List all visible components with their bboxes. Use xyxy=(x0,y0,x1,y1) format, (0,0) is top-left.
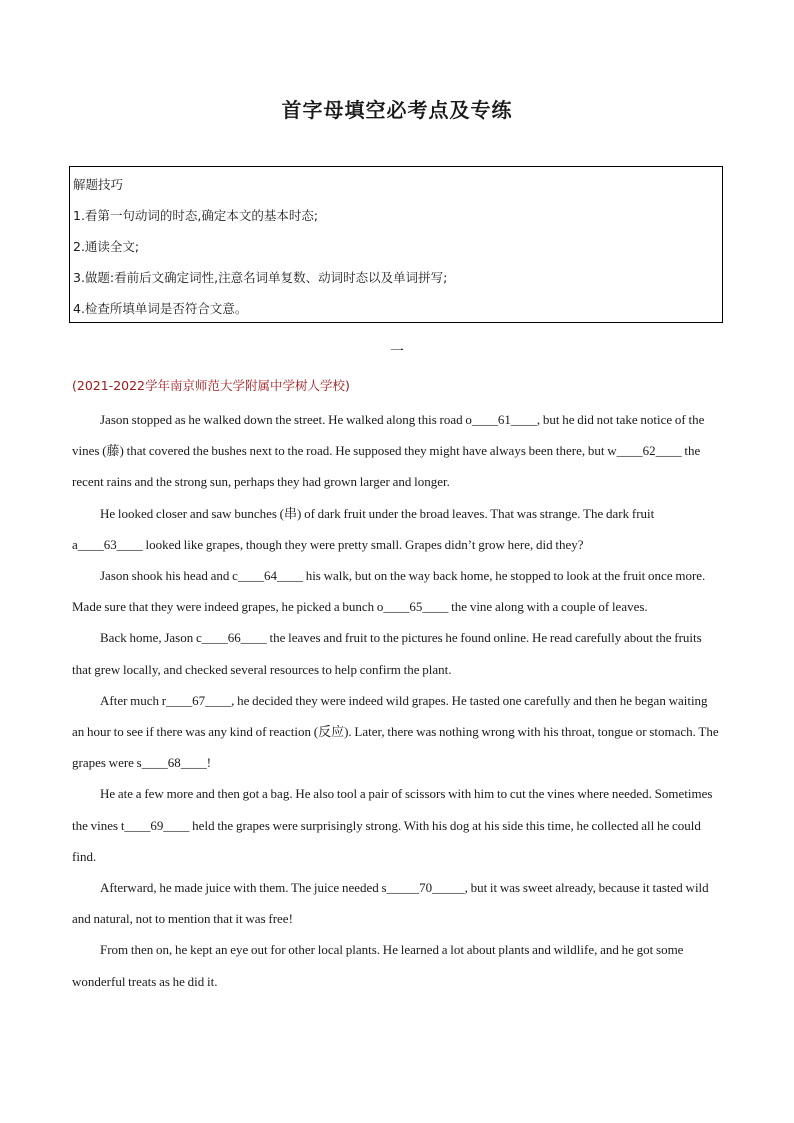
paragraph-7: Afterward, he made juice with them. The juice needed s_____70_____, but it was sweet already, because it tasted wild and natural, not to mention that it was free! xyxy=(72,880,709,927)
tip-item-3: 3.做题:看前后文确定词性,注意名词单复数、动词时态以及单词拼写; xyxy=(73,270,448,285)
tip-item-4: 4.检查所填单词是否符合文意。 xyxy=(73,301,248,316)
tip-item-1: 1.看第一句动词的时态,确定本文的基本时态; xyxy=(73,208,319,223)
section-number: 一 xyxy=(390,344,404,360)
paragraph-1: Jason stopped as he walked down the street. He walked along this road o____61____, but he did not take notice of the vines (藤) that covered the bushes next to the road. He supposed they might have always been there, but w____62____ the recent rains and the strong sun, perhaps they had grown larger and longer. xyxy=(72,412,705,490)
passage xyxy=(72,404,722,997)
tips-heading: 解题技巧 xyxy=(73,177,124,192)
paragraph-2: He looked closer and saw bunches (串) of dark fruit under the broad leaves. That was strange. The dark fruit a____63____ looked like grapes, though they were pretty small. Grapes didn’t grow here, did they? xyxy=(72,505,655,552)
paragraph-5: After much r____67____, he decided they were indeed wild grapes. He tasted one carefully and then he began waiting an hour to see if there was any kind of reaction (反应). Later, there was nothing wrong with his throat, tongue or stomach. The grapes were s____68____! xyxy=(72,692,719,771)
paragraph-6: He ate a few more and then got a bag. He also tool a pair of scissors with him to cut the vines where needed. Sometimes the vines t____69____ held the grapes were surprisingly strong. With his dog at his side this time, he collected all he could find. xyxy=(72,786,713,864)
source-label: (2021-2022学年南京师范大学附属中学树人学校) xyxy=(72,378,350,393)
paragraph-4: Back home, Jason c____66____ the leaves and fruit to the pictures he found online. He read carefully about the fruits that grew locally, and checked several resources to help confirm the plant. xyxy=(72,630,702,677)
tips-box xyxy=(69,166,723,323)
tip-item-2: 2.通读全文; xyxy=(73,239,140,254)
paragraph-8: From then on, he kept an eye out for other local plants. He learned a lot about plants and wildlife, and he got some wonderful treats as he did it. xyxy=(72,942,684,989)
paragraph-3: Jason shook his head and c____64____ his walk, but on the way back home, he stopped to look at the fruit once more. Made sure that they were indeed grapes, he picked a bunch o____65____ the vine along with a couple of leaves. xyxy=(72,568,706,615)
page-title: 首字母填空必考点及专练 xyxy=(281,98,513,122)
